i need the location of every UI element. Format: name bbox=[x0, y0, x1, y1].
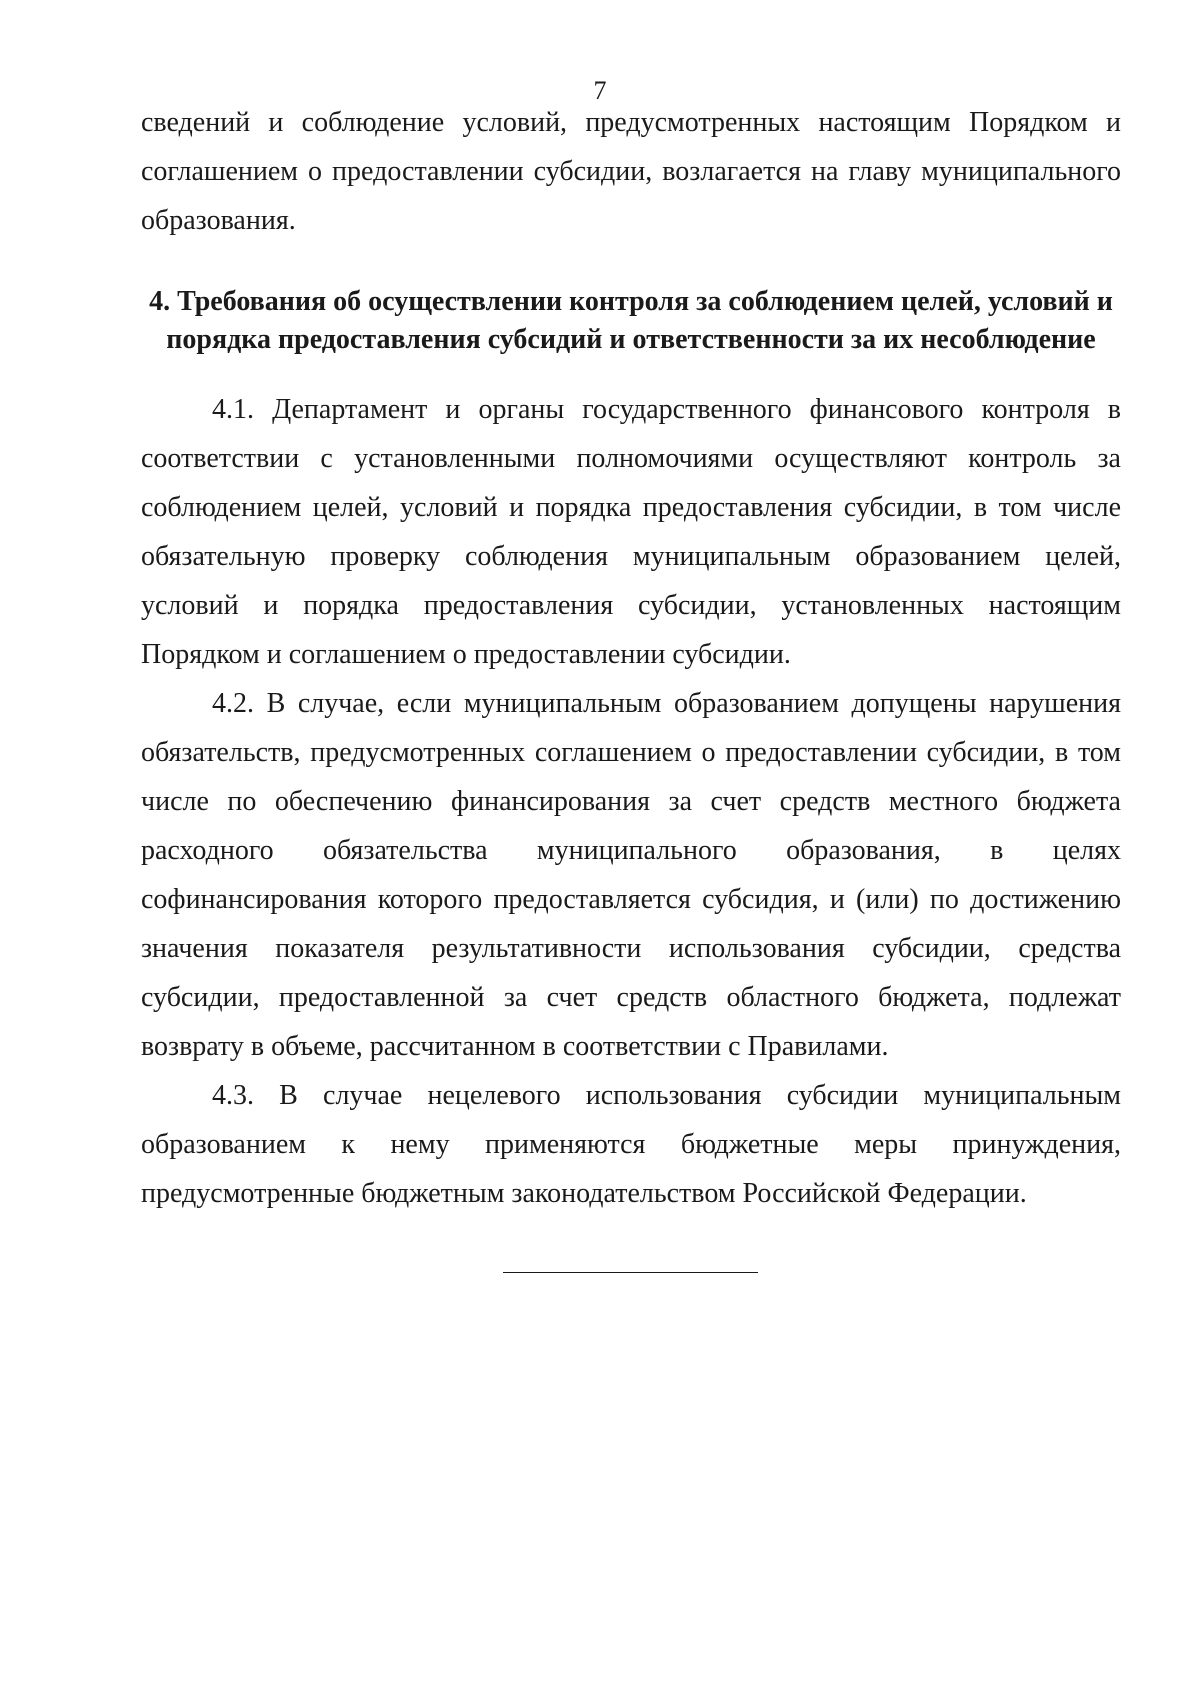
intro-paragraph: сведений и соблюдение условий, предусмотренных настоящим Порядком и соглашением о предоставлении субсидии, возлагается на главу муниципального образования. bbox=[141, 107, 1121, 236]
page-content bbox=[141, 98, 1121, 1218]
paragraph-4-2: 4.2. В случае, если муниципальным образованием допущены нарушения обязательств, предусмотренных соглашением о предоставлении субсидии, в том числе по обеспечению финансирования за счет средств местного бюджета расходного обязательства муниципального образования, в целях софинансирования которого предоставляется субсидия, и (или) по достижению значения показателя результативности использования субсидии, средства субсидии, предоставленной за счет средств областного бюджета, подлежат возврату в объеме, рассчитанном в соответствии с Правилами. bbox=[141, 688, 1121, 1062]
paragraph-4-3: 4.3. В случае нецелевого использования субсидии муниципальным образованием к нему применяются бюджетные меры принуждения, предусмотренные бюджетным законодательством Российской Федерации. bbox=[141, 1080, 1121, 1209]
end-separator-line bbox=[503, 1272, 758, 1273]
paragraph-4-1: 4.1. Департамент и органы государственного финансового контроля в соответствии с установленными полномочиями осуществляют контроль за соблюдением целей, условий и порядка предоставления субсидии, в том числе обязательную проверку соблюдения муниципальным образованием целей, условий и порядка предоставления субсидии, установленных настоящим Порядком и соглашением о предоставлении субсидии. bbox=[141, 394, 1121, 670]
page-number: 7 bbox=[593, 76, 607, 105]
section-title: 4. Требования об осуществлении контроля за соблюдением целей, условий и порядка предоставления субсидий и ответственности за их несоблюдение bbox=[149, 286, 1113, 355]
